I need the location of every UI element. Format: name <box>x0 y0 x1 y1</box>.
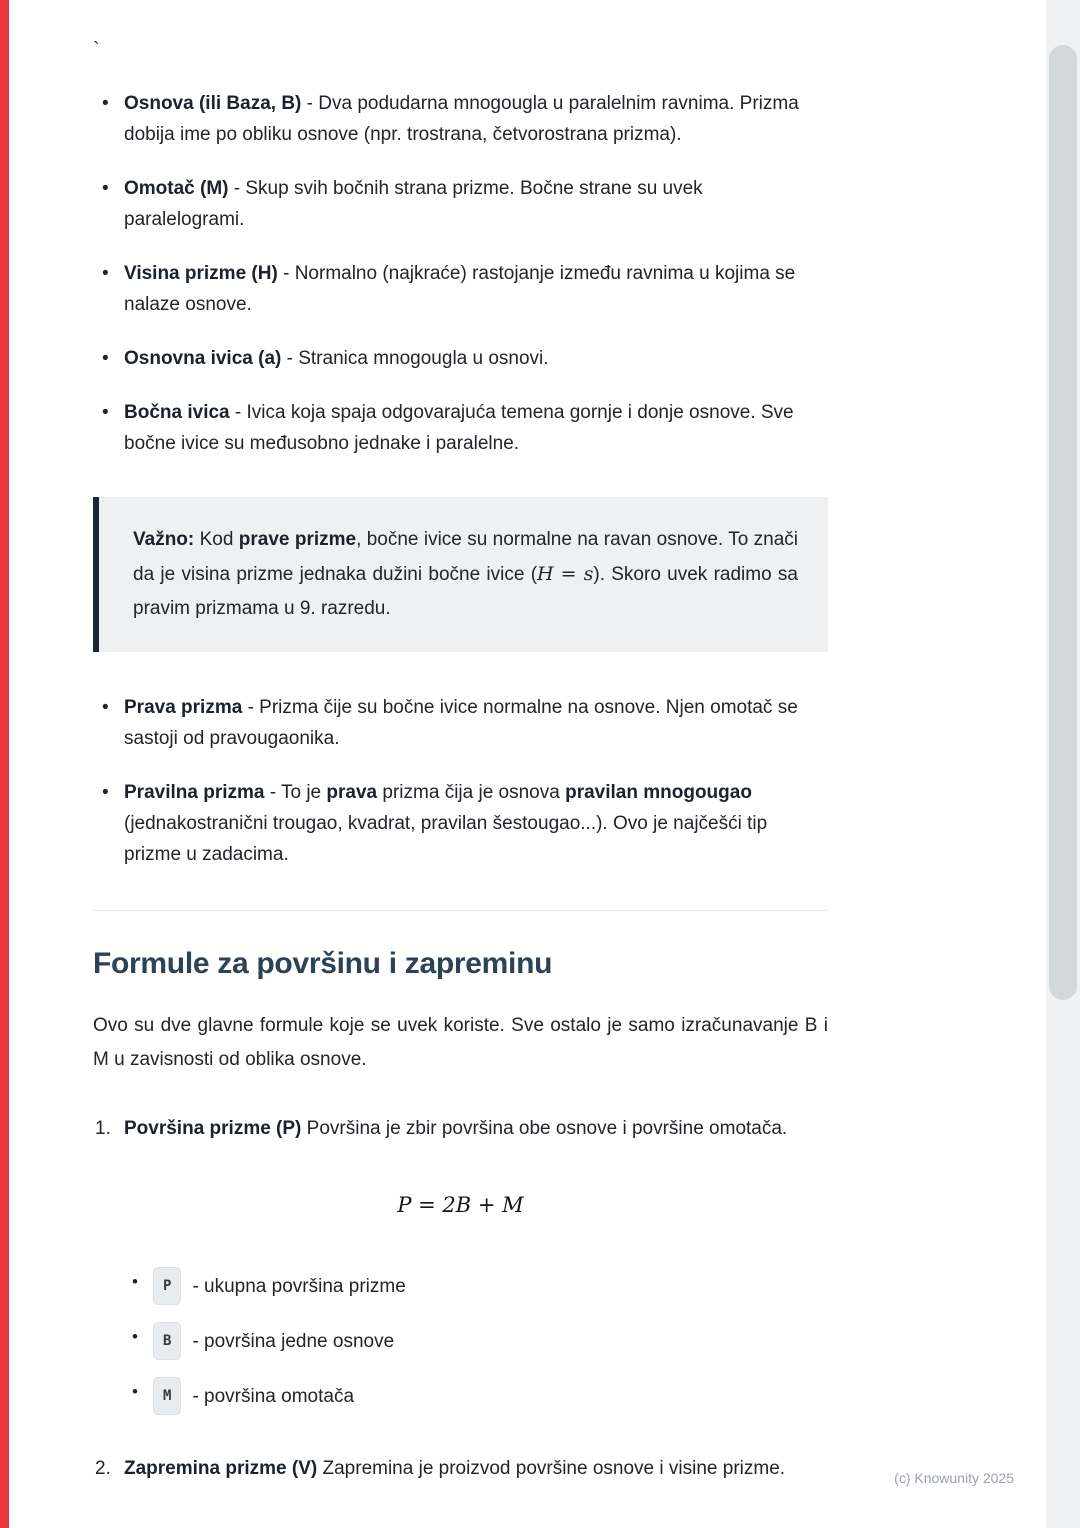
term-description: Površina je zbir površina obe osnove i površine omotača. <box>301 1118 788 1139</box>
definition-item-bocna-ivica <box>93 397 828 459</box>
section-intro: Ovo su dve glavne formule koje se uvek koriste. Sve ostalo je samo izračunavanje B i M u zavisnosti od oblika osnove. <box>93 1015 828 1070</box>
definition-item-pravilna-prizma <box>93 777 828 870</box>
definition-item-osnova <box>93 88 828 150</box>
term-description: - Normalno (najkraće) rastojanje između ravnima u kojima se nalaze osnove. <box>124 263 796 315</box>
scrollbar[interactable] <box>1046 0 1080 1528</box>
term-description: - To je <box>264 782 327 803</box>
badge-description: - površina omotača <box>192 1386 355 1407</box>
stray-backtick: ` <box>93 39 100 61</box>
definition-item-prava-prizma <box>93 692 828 754</box>
callout-segment: , bočne ivice su normalne na ravan osnove. To znači da je visina prizme jednaka dužini bočne ivice ( <box>133 529 798 585</box>
callout-label: Važno: <box>133 529 195 550</box>
callout-segment: Kod <box>194 529 239 550</box>
term-label: Zapremina prizme (V) <box>124 1458 318 1479</box>
definition-item-osnovna-ivica <box>93 343 828 374</box>
numbered-item-zapremina <box>93 1453 828 1485</box>
document-page <box>93 0 828 1511</box>
definition-item-omotac <box>93 173 828 235</box>
term-description: (jednakostranični trougao, kvadrat, pravilan šestougao...). Ovo je najčešći tip prizme u zadacima. <box>124 813 768 865</box>
symbol-badge-m: M <box>153 1377 181 1415</box>
item-number: 2. <box>95 1458 111 1479</box>
copyright-footer: (c) Knowunity 2025 <box>894 1470 1014 1486</box>
term-description: - Skup svih bočnih strana prizme. Bočne strane su uvek paralelogrami. <box>124 178 703 230</box>
callout-segment: ). Skoro uvek radimo sa pravim prizmama u 9. razredu. <box>133 564 799 619</box>
legend-item-m <box>126 1377 828 1415</box>
badge-description: - površina jedne osnove <box>192 1331 395 1352</box>
symbol-badge-b: B <box>153 1322 181 1360</box>
left-edge-red-strip <box>0 0 9 1528</box>
badge-description: - ukupna površina prizme <box>192 1276 406 1297</box>
callout-text <box>133 523 798 626</box>
term-label: Bočna ivica <box>124 402 230 423</box>
term-label: Pravilna prizma <box>124 782 265 803</box>
numbered-item-povrsina <box>93 1113 828 1145</box>
term-label: Prava prizma <box>124 697 243 718</box>
inline-bold: pravilan mnogougao <box>565 782 752 803</box>
definition-item-visina <box>93 258 828 320</box>
prism-type-list <box>93 692 828 870</box>
term-description: prizma čija je osnova <box>377 782 566 803</box>
legend-item-b <box>126 1322 828 1360</box>
scrollbar-thumb[interactable] <box>1049 45 1077 1000</box>
term-label: Osnovna ivica (a) <box>124 348 282 369</box>
symbol-legend-list <box>126 1267 828 1415</box>
term-label: Visina prizme (H) <box>124 263 278 284</box>
inline-math-h-equals-s: H = s <box>537 563 594 585</box>
section-divider <box>93 910 828 911</box>
symbol-badge-p: P <box>153 1267 181 1305</box>
legend-item-p <box>126 1267 828 1305</box>
inline-bold: prava <box>326 782 378 803</box>
term-label: Osnova (ili Baza, B) <box>124 93 302 114</box>
term-label: Površina prizme (P) <box>124 1118 302 1139</box>
term-description: - Prizma čije su bočne ivice normalne na osnove. Njen omotač se sastoji od pravougaonika. <box>124 697 798 749</box>
formula-block <box>93 1193 828 1217</box>
definition-list <box>93 88 828 459</box>
callout-bold-segment: prave prizme <box>238 529 357 550</box>
section-heading: Formule za površinu i zapreminu <box>93 947 553 980</box>
term-description: - Stranica mnogougla u osnovi. <box>286 348 549 369</box>
term-description: - Dva podudarna mnogougla u paralelnim ravnima. Prizma dobija ime po obliku osnove (npr. trostrana, četvorostrana prizma). <box>124 93 799 145</box>
item-number: 1. <box>95 1118 111 1139</box>
term-description: Zapremina je proizvod površine osnove i visine prizme. <box>317 1458 786 1479</box>
term-label: Omotač (M) <box>124 178 229 199</box>
important-callout <box>93 497 828 652</box>
term-description: - Ivica koja spaja odgovarajuća temena gornje i donje osnove. Sve bočne ivice su međusobno jednake i paralelne. <box>124 402 794 454</box>
formula-p-2b-m: P = 2B + M <box>397 1193 524 1217</box>
